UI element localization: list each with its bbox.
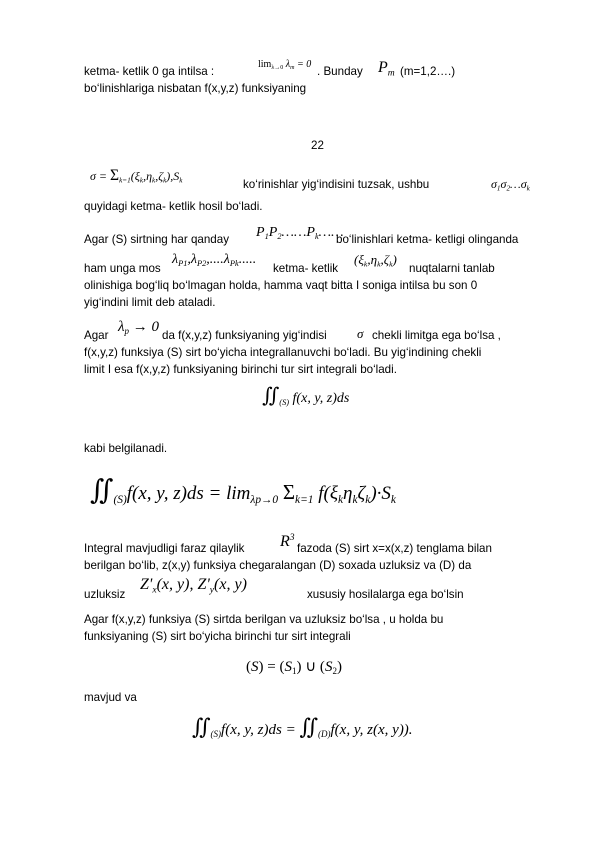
text-line xyxy=(84,588,125,602)
text-line xyxy=(84,200,263,214)
text-line xyxy=(243,178,429,192)
formula-sigma-sum: $\sigma = \Sigma_{k=1}(\xi_k,\eta_k,\zeta_k),S_k$ xyxy=(90,167,183,185)
line-text: ketma- ketlik 0 ga intilsa : xyxy=(84,65,215,78)
text-line xyxy=(84,233,229,247)
formula-Pm: $P_m$ xyxy=(378,59,395,79)
formula-sigma-seq: $\sigma_1\sigma_2\dots\sigma_k$ xyxy=(491,177,530,193)
text-line xyxy=(84,346,481,360)
text-line xyxy=(372,329,501,343)
text-line xyxy=(84,279,477,293)
formula-sigma: σ xyxy=(357,326,364,341)
line-text: fazoda (S) sirt x=x(x,z) tenglama bilan xyxy=(297,542,492,555)
formula-lambda-to-zero: $\lambda_p \to 0$ xyxy=(118,319,159,337)
formula-definition: $∬_{(S)}f(x$, y, $z)ds = \lim_{\lambda p\to 0} \Sigma_{k=1}$ $f(\xi_k\eta_k\zeta_k)\cdot S_k$ xyxy=(90,474,396,506)
line-text: nuqtalarni tanlab xyxy=(409,262,495,275)
formula-R3: $R^3$ xyxy=(280,532,295,550)
text-line xyxy=(273,262,338,276)
text-line xyxy=(400,65,455,79)
line-text: chekli limitga ega bo‘lsa , xyxy=(372,329,501,342)
text-line xyxy=(84,82,306,96)
text-line xyxy=(84,691,137,705)
line-text: uzluksiz xyxy=(84,588,126,601)
formula-reduction: $∬_{(S)}f(x$, y, $z)ds = ∬_{(D)}f(x$, y, z(x, y)). xyxy=(192,715,413,740)
formula-point: $(\xi_k,\eta_k,\zeta_k)$ xyxy=(354,252,397,269)
text-line xyxy=(307,588,464,602)
formula-lim-lambda: $\lim_{\lambda\to 0} \lambda_m = 0$ xyxy=(258,59,312,72)
line-text: kabi belgilanadi. xyxy=(84,442,168,455)
line-text: xususiy hosilalarga ega bo‘lsin xyxy=(307,588,464,601)
line-text: (m=1,2….) xyxy=(400,65,456,78)
line-text: Agar f(x,y,z) funksiya (S) sirtda berilgan va uzluksiz bo‘lsa , u holda bu xyxy=(84,613,444,626)
formula-surface-integral: $∬_{(S)}$ f(x, y, z)ds xyxy=(262,385,350,407)
line-text: bo‘linishlariga nisbatan f(x,y,z) funksiyaning xyxy=(84,82,307,95)
line-text: ketma- ketlik xyxy=(273,262,339,275)
line-text: Agar (S) sirtning har qanday xyxy=(84,233,229,246)
text-line xyxy=(336,233,518,247)
line-text: f(x,y,z) funksiya (S) sirt bo‘yicha integrallanuvchi bo‘ladi. Bu yig‘indining chekli xyxy=(84,346,482,359)
line-text: ham unga mos xyxy=(84,262,161,275)
text-line xyxy=(84,65,214,79)
text-line xyxy=(84,630,351,644)
line-text: da f(x,y,z) funksiyaning yig‘indisi xyxy=(162,329,327,342)
line-text: olinishiga bog‘liq bo‘lmagan holda, hamma vaqt bitta I soniga intilsa bu son 0 xyxy=(84,279,478,292)
text-line xyxy=(84,442,167,456)
line-text: funksiyaning (S) sirt bo‘yicha birinchi tur sirt integrali xyxy=(84,630,351,643)
line-text: quyidagi ketma- ketlik hosil bo‘ladi. xyxy=(84,200,263,213)
formula-union: $(S) = (S_1)$ ∪ $(S_2)$ xyxy=(246,659,342,677)
text-line xyxy=(84,262,161,276)
line-text: Integral mavjudligi faraz qilaylik xyxy=(84,542,245,555)
line-text: . Bunday xyxy=(317,65,363,78)
text-line xyxy=(84,559,471,573)
line-text: berilgan bo‘lib, z(x,y) funksiya chegaralangan (D) soxada uzluksiz va (D) da xyxy=(84,559,472,572)
text-line xyxy=(84,363,397,377)
text-line xyxy=(297,542,492,556)
text-line xyxy=(162,329,327,343)
text-line xyxy=(317,65,363,79)
text-line xyxy=(84,613,443,627)
line-text: limit I esa f(x,y,z) funksiyaning birinchi tur sirt integrali bo‘ladi. xyxy=(84,363,397,376)
line-text: bo‘linishlari ketma- ketligi olinganda xyxy=(336,233,519,246)
text-line xyxy=(409,262,495,276)
formula-lambda-seq: $\lambda_{P1},\lambda_{P2},....\lambda_{Pk}$..... xyxy=(172,252,257,268)
formula-P-seq: $P_1P_2\dots\dots P_k\dots\dots$ xyxy=(256,225,344,241)
text-line xyxy=(84,542,244,556)
line-text: ko‘rinishlar yig‘indisini tuzsak, ushbu xyxy=(243,178,430,191)
page-number: 22 xyxy=(311,139,324,152)
text-line xyxy=(84,329,109,343)
formula-partials: $Z'_x(x$, y), $Z'_y(x$, y) xyxy=(140,576,247,596)
line-text: mavjud va xyxy=(84,691,137,704)
text-line xyxy=(84,296,215,310)
line-text: Agar xyxy=(84,329,109,342)
line-text: yig‘indini limit deb ataladi. xyxy=(84,296,216,309)
